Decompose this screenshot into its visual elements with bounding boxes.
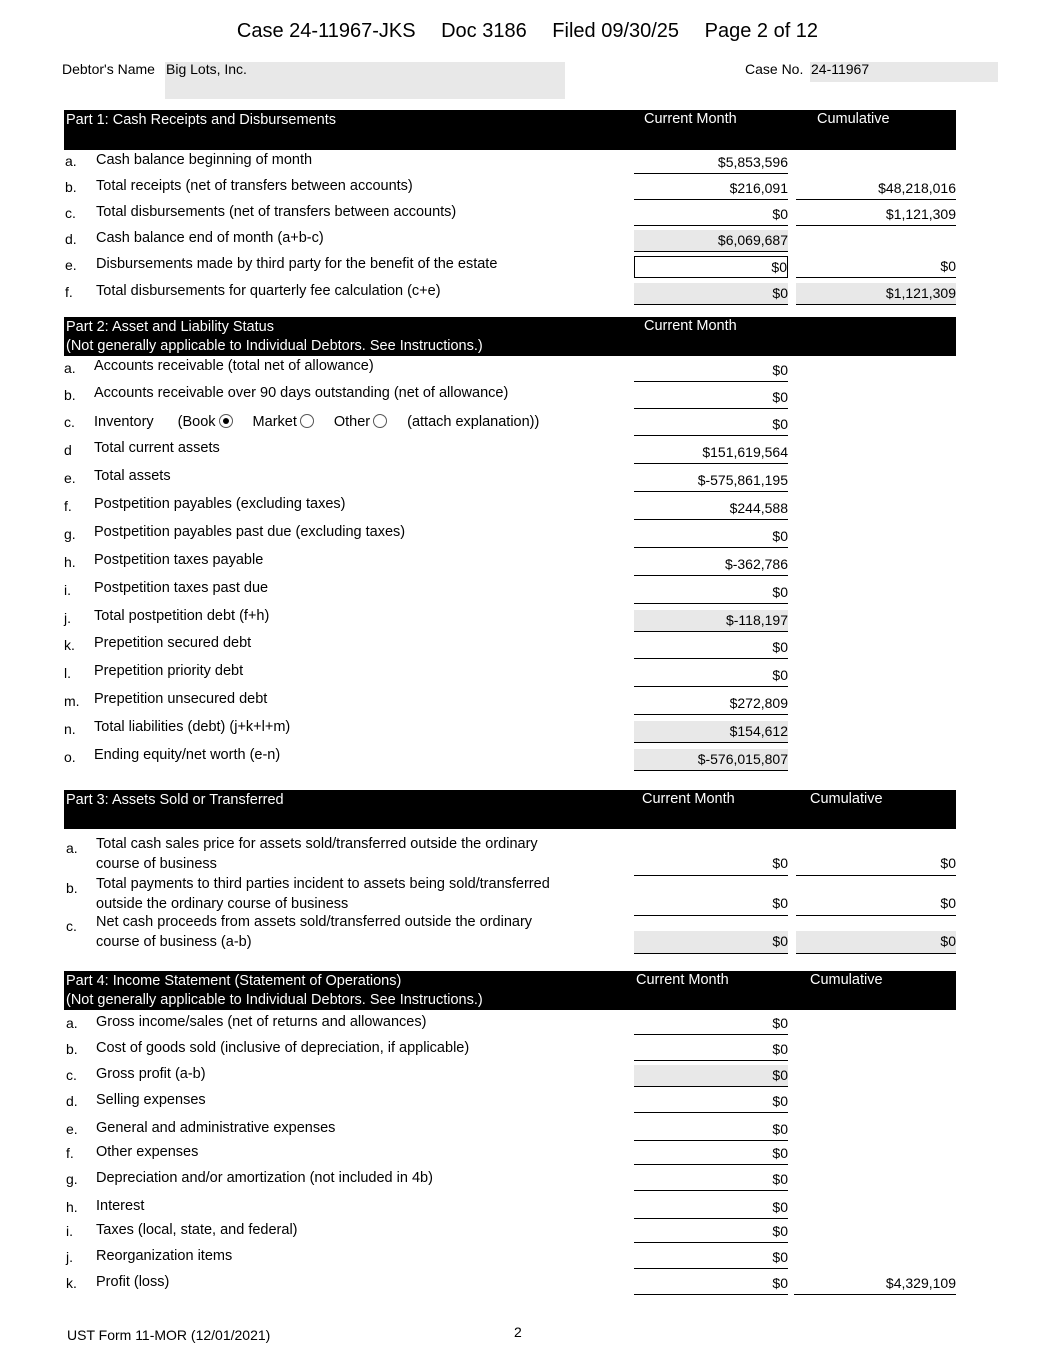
inventory-market-label: Market bbox=[252, 414, 297, 430]
case-no-field[interactable]: 24-11967 bbox=[810, 62, 998, 82]
current-month-value[interactable]: $0 bbox=[634, 1091, 788, 1113]
current-month-value[interactable]: $0 bbox=[634, 1065, 788, 1087]
row-letter: c. bbox=[65, 205, 76, 221]
cumulative-value[interactable]: $4,329,109 bbox=[794, 1273, 956, 1295]
row-label: Postpetition payables past due (excluding taxes) bbox=[94, 524, 406, 540]
part1-header bbox=[64, 110, 956, 150]
row-label: Prepetition unsecured debt bbox=[94, 691, 268, 707]
row-letter: g. bbox=[66, 1171, 78, 1187]
current-month-value[interactable]: $0 bbox=[634, 360, 788, 382]
part4-col-cumulative: Cumulative bbox=[810, 972, 883, 988]
current-month-value[interactable]: $0 bbox=[634, 283, 788, 305]
row-letter: j. bbox=[64, 610, 71, 626]
part1-col-cumulative: Cumulative bbox=[817, 111, 890, 127]
part3-col-cumulative: Cumulative bbox=[810, 791, 883, 807]
row-letter: e. bbox=[65, 257, 77, 273]
filed-date-header: Filed 09/30/25 bbox=[552, 20, 680, 42]
row-label: Total assets bbox=[94, 468, 171, 484]
row-label: Cost of goods sold (inclusive of depreciation, if applicable) bbox=[96, 1040, 470, 1056]
current-month-value[interactable]: $0 bbox=[634, 1247, 788, 1269]
row-label: Accounts receivable over 90 days outstanding (net of allowance) bbox=[94, 385, 509, 401]
row-label: Gross profit (a-b) bbox=[96, 1066, 206, 1082]
part2-col-current: Current Month bbox=[644, 318, 737, 334]
current-month-value[interactable]: $0 bbox=[634, 204, 788, 226]
inventory-other-label: Other bbox=[333, 414, 371, 430]
row-letter: k. bbox=[66, 1275, 77, 1291]
row-label: Other expenses bbox=[96, 1144, 199, 1160]
filing-header bbox=[0, 20, 1055, 43]
cumulative-value[interactable]: $0 bbox=[796, 931, 956, 954]
part2-header bbox=[64, 317, 956, 356]
cumulative-value[interactable]: $1,121,309 bbox=[796, 204, 956, 226]
current-month-value[interactable]: $0 bbox=[634, 637, 788, 659]
current-month-value[interactable]: $0 bbox=[634, 931, 788, 954]
row-label: Gross income/sales (net of returns and allowances) bbox=[96, 1014, 427, 1030]
current-month-value[interactable]: $-362,786 bbox=[634, 554, 788, 576]
row-label: Prepetition secured debt bbox=[94, 635, 252, 651]
row-letter: c. bbox=[64, 414, 75, 430]
page-count-header: Page 2 of 12 bbox=[704, 20, 819, 42]
row-letter: h. bbox=[64, 554, 76, 570]
row-label: Total liabilities (debt) (j+k+l+m) bbox=[94, 719, 291, 735]
part4-header bbox=[64, 971, 956, 1010]
row-letter: l. bbox=[64, 665, 71, 681]
current-month-value[interactable]: $-576,015,807 bbox=[634, 749, 788, 771]
current-month-value[interactable]: $154,612 bbox=[634, 721, 788, 743]
current-month-value[interactable]: $0 bbox=[634, 1197, 788, 1219]
row-label-line1: Total cash sales price for assets sold/transferred outside the ordinary bbox=[96, 836, 538, 852]
row-letter: j. bbox=[66, 1249, 73, 1265]
part4-title bbox=[66, 972, 483, 1010]
current-month-value[interactable]: $0 bbox=[634, 1169, 788, 1191]
row-letter: f. bbox=[64, 498, 72, 514]
row-label: Postpetition payables (excluding taxes) bbox=[94, 496, 346, 512]
row-label: Reorganization items bbox=[96, 1248, 233, 1264]
current-month-value[interactable]: $5,853,596 bbox=[634, 152, 788, 174]
row-label: General and administrative expenses bbox=[96, 1120, 336, 1136]
part3-title: Part 3: Assets Sold or Transferred bbox=[66, 792, 284, 808]
part4-col-current: Current Month bbox=[636, 972, 729, 988]
row-letter: b. bbox=[66, 880, 78, 896]
part3-header bbox=[64, 790, 956, 829]
row-letter: c. bbox=[66, 1067, 77, 1083]
part2-title bbox=[66, 318, 483, 356]
row-letter: h. bbox=[66, 1199, 78, 1215]
row-letter: a. bbox=[66, 840, 78, 856]
row-label-line2: course of business (a-b) bbox=[96, 934, 252, 950]
current-month-value[interactable]: $0 bbox=[634, 582, 788, 604]
row-label: Postpetition taxes past due bbox=[94, 580, 269, 596]
row-label: Cash balance end of month (a+b-c) bbox=[96, 230, 324, 246]
current-month-value[interactable]: $0 bbox=[634, 414, 788, 436]
current-month-value[interactable]: $151,619,564 bbox=[634, 442, 788, 464]
row-label-line2: outside the ordinary course of business bbox=[96, 896, 349, 912]
doc-number-header: Doc 3186 bbox=[441, 20, 527, 42]
current-month-value[interactable]: $272,809 bbox=[634, 693, 788, 715]
current-month-value[interactable]: $0 bbox=[634, 1273, 788, 1295]
inventory-book-radio[interactable] bbox=[219, 414, 233, 428]
row-label: Total disbursements for quarterly fee calculation (c+e) bbox=[96, 283, 441, 299]
row-letter: c. bbox=[66, 918, 77, 934]
current-month-value[interactable]: $0 bbox=[634, 893, 788, 916]
case-number-header: Case 24-11967-JKS bbox=[236, 20, 416, 42]
part1-col-current: Current Month bbox=[644, 111, 737, 127]
current-month-value[interactable]: $0 bbox=[634, 256, 788, 278]
current-month-value[interactable]: $0 bbox=[634, 665, 788, 687]
current-month-value[interactable]: $0 bbox=[634, 1039, 788, 1061]
part4-subtitle: (Not generally applicable to Individual Debtors. See Instructions.) bbox=[66, 992, 483, 1008]
row-label: Total receipts (net of transfers between accounts) bbox=[96, 178, 413, 194]
current-month-value[interactable]: $-575,861,195 bbox=[634, 470, 788, 492]
row-label-line1: Total payments to third parties incident to assets being sold/transferred bbox=[96, 876, 550, 892]
row-label: Cash balance beginning of month bbox=[96, 152, 313, 168]
row-label-line1: Net cash proceeds from assets sold/transferred outside the ordinary bbox=[96, 914, 533, 930]
debtor-name-label: Debtor's Name bbox=[62, 61, 155, 77]
current-month-value[interactable]: $6,069,687 bbox=[634, 230, 788, 252]
row-letter: n. bbox=[64, 721, 76, 737]
current-month-value[interactable]: $0 bbox=[634, 1221, 788, 1243]
row-label: Taxes (local, state, and federal) bbox=[96, 1222, 298, 1238]
row-letter: b. bbox=[65, 179, 77, 195]
inventory-attach-label: (attach explanation)) bbox=[407, 414, 540, 430]
current-month-value[interactable]: $216,091 bbox=[634, 178, 788, 200]
row-label: Total current assets bbox=[94, 440, 220, 456]
part4-title-line: Part 4: Income Statement (Statement of Operations) bbox=[66, 973, 402, 989]
part1-title: Part 1: Cash Receipts and Disbursements bbox=[66, 112, 336, 128]
current-month-value[interactable]: $0 bbox=[634, 853, 788, 876]
cumulative-value[interactable]: $0 bbox=[796, 893, 956, 916]
row-letter: a. bbox=[65, 153, 77, 169]
row-letter: a. bbox=[66, 1015, 78, 1031]
row-letter: i. bbox=[64, 582, 71, 598]
row-letter: m. bbox=[64, 693, 80, 709]
case-no-label: Case No. bbox=[745, 61, 804, 77]
row-letter: e. bbox=[64, 470, 76, 486]
row-letter: f. bbox=[65, 284, 73, 300]
cumulative-value[interactable]: $48,218,016 bbox=[796, 178, 956, 200]
row-letter: i. bbox=[66, 1223, 73, 1239]
current-month-value[interactable]: $-118,197 bbox=[634, 610, 788, 632]
row-label: Selling expenses bbox=[96, 1092, 206, 1108]
row-label: Profit (loss) bbox=[96, 1274, 170, 1290]
row-label: Total disbursements (net of transfers between accounts) bbox=[96, 204, 457, 220]
part2-subtitle: (Not generally applicable to Individual Debtors. See Instructions.) bbox=[66, 338, 483, 354]
row-label: Ending equity/net worth (e-n) bbox=[94, 747, 281, 763]
current-month-value[interactable]: $0 bbox=[634, 1013, 788, 1035]
current-month-value[interactable]: $244,588 bbox=[634, 498, 788, 520]
part3-col-current: Current Month bbox=[642, 791, 735, 807]
row-letter: f. bbox=[66, 1145, 74, 1161]
cumulative-value[interactable]: $0 bbox=[796, 853, 956, 876]
current-month-value[interactable]: $0 bbox=[634, 1143, 788, 1165]
row-letter: d. bbox=[66, 1093, 78, 1109]
inventory-market-radio[interactable] bbox=[300, 414, 314, 428]
row-label: Interest bbox=[96, 1198, 145, 1214]
row-label-line2: course of business bbox=[96, 856, 217, 872]
current-month-value[interactable]: $0 bbox=[634, 387, 788, 409]
row-label: Accounts receivable (total net of allowance) bbox=[94, 358, 374, 374]
row-label: Total postpetition debt (f+h) bbox=[94, 608, 270, 624]
part2-title-line: Part 2: Asset and Liability Status bbox=[66, 319, 274, 335]
row-letter: o. bbox=[64, 749, 76, 765]
current-month-value[interactable]: $0 bbox=[634, 1119, 788, 1141]
row-label: Postpetition taxes payable bbox=[94, 552, 264, 568]
row-letter: d. bbox=[65, 231, 77, 247]
row-label: Disbursements made by third party for the benefit of the estate bbox=[96, 256, 498, 272]
row-letter: g. bbox=[64, 526, 76, 542]
row-letter: b. bbox=[64, 387, 76, 403]
cumulative-value[interactable]: $0 bbox=[796, 256, 956, 278]
row-label: Depreciation and/or amortization (not included in 4b) bbox=[96, 1170, 433, 1186]
form-id-footer: UST Form 11-MOR (12/01/2021) bbox=[67, 1327, 271, 1343]
row-letter: e. bbox=[66, 1121, 78, 1137]
inventory-row bbox=[94, 414, 539, 430]
page-number-footer: 2 bbox=[514, 1324, 522, 1340]
cumulative-value[interactable]: $1,121,309 bbox=[796, 283, 956, 305]
row-letter: k. bbox=[64, 637, 75, 653]
row-letter: b. bbox=[66, 1041, 78, 1057]
row-label: Prepetition priority debt bbox=[94, 663, 244, 679]
row-letter: d bbox=[64, 442, 72, 458]
row-label: Inventory bbox=[94, 414, 154, 430]
inventory-book-label: (Book bbox=[177, 414, 216, 430]
current-month-value[interactable]: $0 bbox=[634, 526, 788, 548]
inventory-other-radio[interactable] bbox=[373, 414, 387, 428]
row-letter: a. bbox=[64, 360, 76, 376]
debtor-name-field[interactable]: Big Lots, Inc. bbox=[165, 62, 565, 99]
